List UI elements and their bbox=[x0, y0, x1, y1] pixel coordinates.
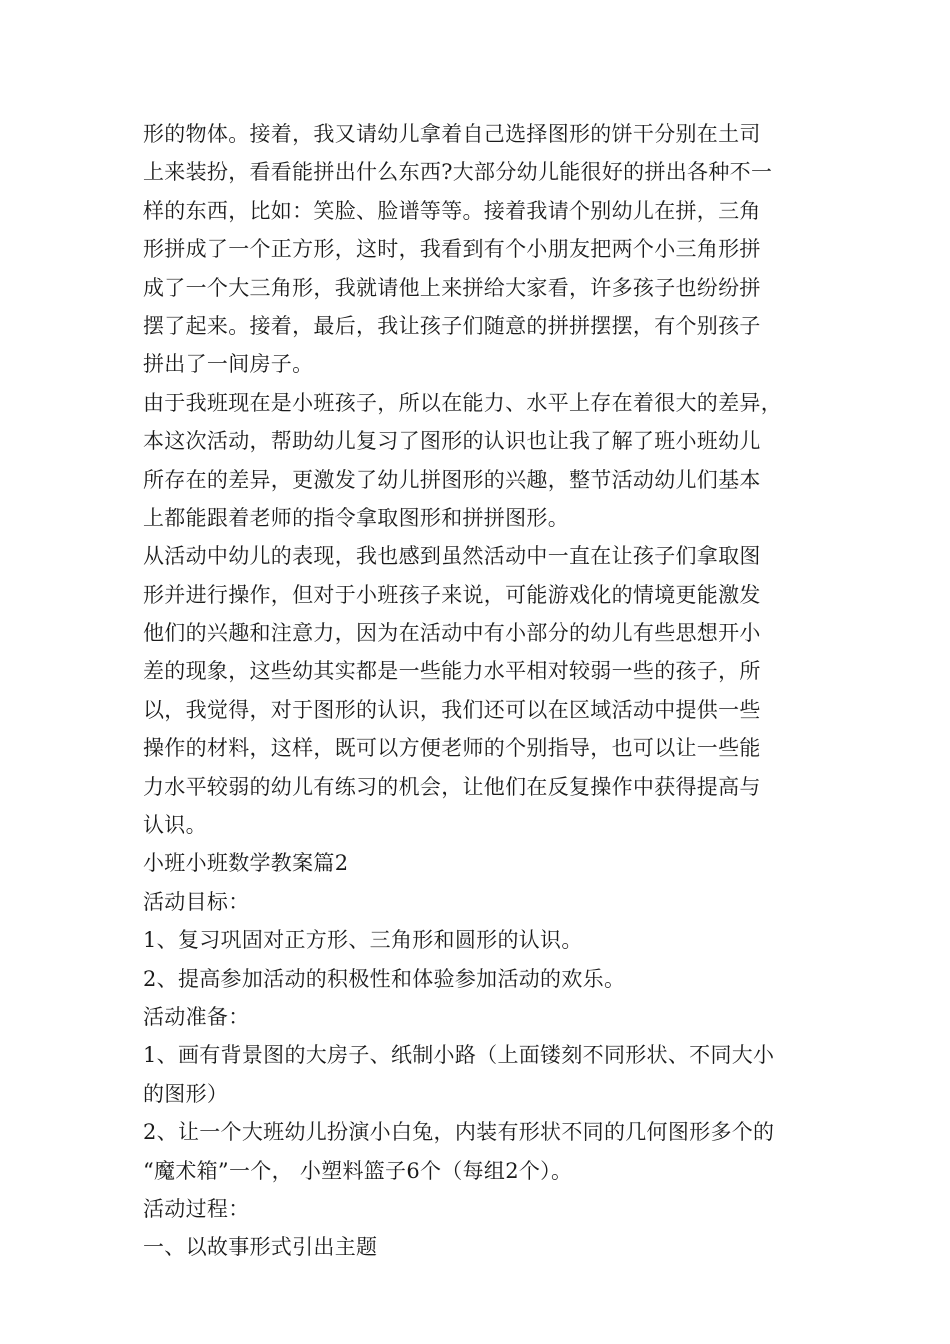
list-item: 2、让一个大班幼儿扮演小白兔，内装有形状不同的几何图形多个的 bbox=[143, 1120, 775, 1145]
text-line: 由于我班现在是小班孩子，所以在能力、水平上存在着很大的差异， bbox=[143, 390, 782, 415]
text-line: 操作的材料，这样，既可以方便老师的个别指导，也可以让一些能 bbox=[143, 736, 761, 761]
text-line: 从活动中幼儿的表现，我也感到虽然活动中一直在让孩子们拿取图 bbox=[143, 544, 761, 569]
text-line: 摆了起来。接着，最后，我让孩子们随意的拼拼摆摆，有个别孩子 bbox=[143, 313, 761, 338]
subheading-objectives: 活动目标： bbox=[143, 889, 250, 914]
list-item-continued: 的图形） bbox=[143, 1081, 229, 1106]
list-item: 一、以故事形式引出主题 bbox=[143, 1235, 378, 1260]
text-line: 本这次活动，帮助幼儿复习了图形的认识也让我了解了班小班幼儿 bbox=[143, 429, 761, 454]
text-line: 上来装扮，看看能拼出什么东西?大部分幼儿能很好的拼出各种不一 bbox=[143, 160, 773, 185]
text-line: 他们的兴趣和注意力，因为在活动中有小部分的幼儿有些思想开小 bbox=[143, 621, 761, 646]
text-line: 形拼成了一个正方形，这时，我看到有个小朋友把两个小三角形拼 bbox=[143, 237, 761, 262]
text-line: 所存在的差异，更激发了幼儿拼图形的兴趣，整节活动幼儿们基本 bbox=[143, 467, 761, 492]
list-item: 1、画有背景图的大房子、纸制小路（上面镂刻不同形状、不同大小 bbox=[143, 1043, 775, 1068]
subheading-process: 活动过程： bbox=[143, 1196, 250, 1221]
text-line: 差的现象，这些幼其实都是一些能力水平相对较弱一些的孩子，所 bbox=[143, 659, 761, 684]
text-line: 形并进行操作，但对于小班孩子来说，可能游戏化的情境更能激发 bbox=[143, 582, 761, 607]
text-line: 形的物体。接着，我又请幼儿拿着自己选择图形的饼干分别在土司 bbox=[143, 122, 761, 146]
text-line: 以，我觉得，对于图形的认识，我们还可以在区域活动中提供一些 bbox=[143, 697, 761, 722]
section-heading: 小班小班数学教案篇2 bbox=[143, 851, 349, 876]
list-item: 1、复习巩固对正方形、三角形和圆形的认识。 bbox=[143, 928, 583, 953]
list-item: 2、提高参加活动的积极性和体验参加活动的欢乐。 bbox=[143, 966, 626, 991]
text-line: 认识。 bbox=[143, 813, 207, 838]
text-line: 拼出了一间房子。 bbox=[143, 352, 314, 377]
subheading-preparation: 活动准备： bbox=[143, 1004, 250, 1029]
document-body bbox=[143, 115, 823, 1267]
text-line: 成了一个大三角形，我就请他上来拼给大家看，许多孩子也纷纷拼 bbox=[143, 275, 761, 300]
text-line: 力水平较弱的幼儿有练习的机会，让他们在反复操作中获得提高与 bbox=[143, 774, 761, 799]
text-line: 样的东西，比如：笑脸、脸谱等等。接着我请个别幼儿在拼，三角 bbox=[143, 198, 761, 223]
list-item-continued: “魔术箱”一个， 小塑料篮子6个（每组2个）。 bbox=[143, 1158, 573, 1183]
text-line: 上都能跟着老师的指令拿取图形和拼拼图形。 bbox=[143, 505, 569, 530]
